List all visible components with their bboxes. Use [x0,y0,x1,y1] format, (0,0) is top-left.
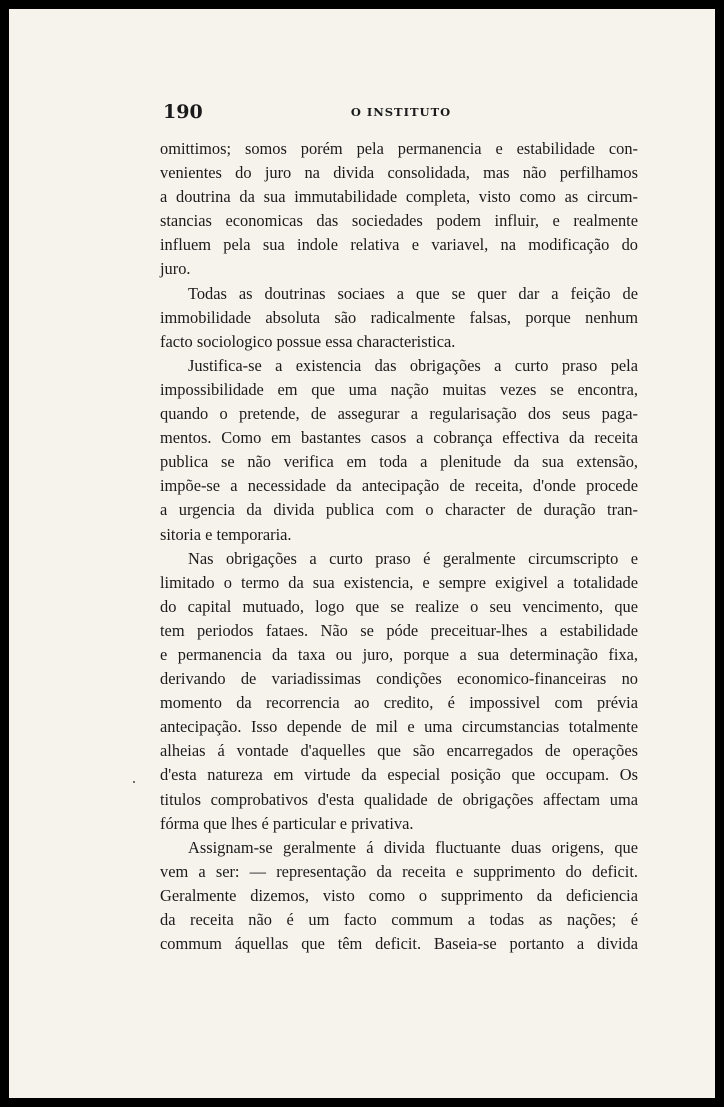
paragraph-2 [160,282,638,354]
text-line: do capital mutuado, logo que se realize o seu vencimento, que [160,596,638,616]
text-line: venientes do juro na divida consolidada, mas não perfilhamos [160,163,638,183]
page-number: 190 [163,101,203,123]
text-line: d'esta natureza em virtude da especial posição que occupam. Os [160,765,638,785]
text-line: stancias economicas das sociedades podem influir, e realmente [160,211,638,231]
text-line: impossibilidade em que uma nação muitas vezes se encontra, [160,379,638,399]
text-line: titulos comprobativos d'esta qualidade de obrigações affectam uma [160,789,638,809]
book-page [9,9,715,1098]
ink-speck [133,781,135,783]
body-text [160,137,638,956]
text-line: Todas as doutrinas sociaes a que se quer dar a feição de [188,283,638,303]
text-line: da receita não é um facto commum a todas as nações; é [160,910,638,929]
text-line: quando o pretende, de assegurar a regularisação dos seus paga- [160,404,638,424]
text-line: publica se não verifica em toda a plenitude da sua extensão, [160,452,638,472]
text-line: sitoria e temporaria. [160,524,292,544]
text-line: Assignam-se geralmente á divida fluctuante duas origens, que [188,837,638,857]
text-line: Nas obrigações a curto praso é geralmente circumscripto e [188,548,638,568]
text-line: a urgencia da divida publica com o character de duração tran- [160,500,638,520]
paragraph-5 [160,836,638,956]
text-line: omittimos; somos porém pela permanencia e estabilidade con- [160,139,638,158]
text-line: Justifica-se a existencia das obrigações a curto praso pela [188,355,638,375]
text-line: alheias á vontade d'aquelles que são encarregados de operações [160,741,638,761]
page-header [163,101,639,125]
text-line: limitado o termo da sua existencia, e sempre exigivel a totalidade [160,572,638,592]
text-line: momento da recorrencia ao credito, é impossivel com prévia [160,693,638,713]
text-line: influem pela sua indole relativa e variavel, na modificação do [160,235,638,255]
text-line: fórma que lhes é particular e privativa. [160,813,414,833]
text-line: impõe-se a necessidade da antecipação de receita, d'onde procede [160,476,638,496]
text-line: facto sociologico possue essa characteristica. [160,331,456,351]
text-line: e permanencia da taxa ou juro, porque a sua determinação fixa, [160,644,638,664]
paragraph-3 [160,354,638,547]
text-line: antecipação. Isso depende de mil e uma circumstancias totalmente [160,717,638,737]
text-line: vem a ser: — representação da receita e supprimento do deficit. [160,861,638,881]
text-line: tem periodos fataes. Não se póde preceituar-lhes a estabilidade [160,620,638,640]
running-title: O INSTITUTO [350,105,452,119]
text-line: Geralmente dizemos, visto como o supprimento da deficiencia [160,885,638,905]
text-line: immobilidade absoluta são radicalmente falsas, porque nenhum [160,307,638,327]
text-line: mentos. Como em bastantes casos a cobrança effectiva da receita [160,428,638,448]
text-line: derivando de variadissimas condições economico-financeiras no [160,669,638,689]
text-line: commum áquellas que têm deficit. Baseia-se portanto a divida [160,934,638,954]
paragraph-4 [160,547,638,836]
text-line: a doutrina da sua immutabilidade completa, visto como as circum- [160,187,638,207]
text-line: juro. [160,259,191,279]
paragraph-1 [160,137,638,282]
